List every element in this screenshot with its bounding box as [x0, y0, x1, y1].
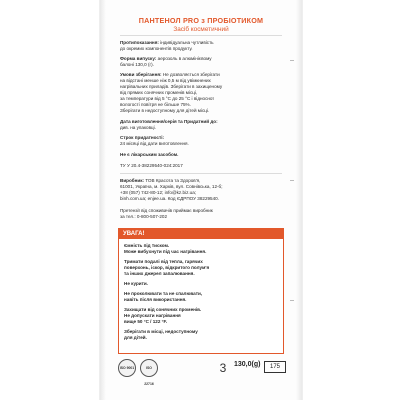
- shelf-life-section: [120, 135, 286, 147]
- net-volume: 130,0(g): [234, 361, 261, 368]
- warning-item: [124, 281, 280, 287]
- warning-body: [124, 243, 280, 345]
- release-form-line-1: аерозоль в алюмінієвому: [157, 56, 212, 61]
- warning-line: Не курити.: [124, 281, 148, 286]
- storage-section: [120, 72, 286, 114]
- warning-box: [118, 228, 284, 354]
- batch-label: Дата виготовлення/серія та Придатний до:: [120, 119, 218, 124]
- warning-line: Зберігати в місці, недоступному: [124, 329, 198, 334]
- manufacturer-line-2: 61001, Україна, м. Харків, вул. Совнівська, 12-б;: [120, 184, 223, 189]
- tu-code: [120, 163, 286, 169]
- warning-line: поверхонь, іскор, відкритого полум'я: [124, 265, 210, 270]
- release-form-section: [120, 56, 286, 68]
- claims-line-2: за тел.: 0-800-507-202: [120, 214, 168, 219]
- product-title: ПАНТЕНОЛ PRO з ПРОБІОТИКОМ: [138, 16, 264, 25]
- warning-line: Ємність під тиском.: [124, 243, 170, 248]
- storage-label: Умови зберігання:: [120, 72, 162, 77]
- manufacturer-divider: [120, 173, 282, 174]
- bottom-strip: [118, 357, 288, 387]
- manufacturer-section: [120, 178, 286, 202]
- manufacturer-line-1: ТОВ Красота та Здоров'я,: [145, 178, 201, 183]
- storage-line-2: на відстані менше ніж 0,5 м від увімкнених: [120, 78, 211, 83]
- iso-9001-badge-icon: ISO 9001: [118, 359, 136, 377]
- claims-section: [120, 208, 286, 220]
- label-edge-shade-left: [100, 0, 106, 400]
- claims-line-1: Претензії від споживачів приймає виробник: [120, 208, 213, 213]
- recycle-code-icon: 3: [219, 361, 227, 375]
- warning-line: Не проколювати та не спалювати,: [124, 291, 203, 296]
- iso-22716-badge-icon: ISO 22716: [140, 359, 158, 377]
- warning-line: Не допускати нагрівання: [124, 313, 181, 318]
- storage-line-1: Не дозволяється зберігати: [162, 72, 220, 77]
- release-form-label: Форма випуску:: [120, 56, 157, 61]
- contraindications-label: Протипоказання:: [120, 40, 159, 45]
- manufacturer-line-3: +38 (057) 742-80-12; info@kz.biz.ua;: [120, 190, 197, 195]
- not-medicine-text: Не є лікарським засобом.: [120, 152, 179, 157]
- warning-line: для дітей.: [124, 335, 147, 340]
- warning-item: [124, 307, 280, 325]
- shelf-life-line-1: 24 місяці від дати виготовлення.: [120, 141, 189, 146]
- warning-item: [124, 291, 280, 303]
- storage-line-7: Зберігати в недоступному для дітей місці.: [120, 108, 210, 113]
- warning-line: вище 50 °С / 122 °F.: [124, 319, 168, 324]
- warning-line: навіть після використання.: [124, 297, 187, 302]
- warning-line: Тримати подалі від тепла, гарячих: [124, 259, 203, 264]
- warning-item: [124, 329, 280, 341]
- contraindications-section: [120, 40, 286, 52]
- manufacturer-line-4: binh.com.ua; enjee.ua. Код ЄДРПОУ 38229540.: [120, 196, 220, 201]
- not-medicine-note: [120, 152, 286, 158]
- warning-line: та інших джерел запалювання.: [124, 271, 195, 276]
- label-edge-shade-right: [296, 0, 302, 400]
- warning-line: Може вибухнути під час нагрівання.: [124, 249, 207, 254]
- storage-line-5: за температури від 5 °С до 25 °С і відносної: [120, 96, 214, 101]
- tu-code-text: ТУ У 20.4-38229540-024:2017: [120, 163, 183, 168]
- edge-tick: [290, 300, 294, 301]
- batch-line-1: див. на упаковці.: [120, 125, 156, 130]
- storage-line-6: вологості повітря не більше 75%.: [120, 102, 191, 107]
- quantity-box: 175: [264, 361, 286, 373]
- product-subtitle: Засіб косметичний: [173, 26, 229, 33]
- edge-tick: [290, 60, 294, 61]
- storage-line-4: від прямих сонячних променів місці,: [120, 90, 198, 95]
- product-label: [100, 0, 302, 400]
- warning-line: Захищати від сонячних променів.: [124, 307, 202, 312]
- contraindications-line-1: індивідуальна чутливість: [160, 40, 214, 45]
- shelf-life-label: Строк придатності:: [120, 135, 165, 140]
- warning-header: УВАГА!: [119, 229, 283, 239]
- edge-tick: [290, 180, 294, 181]
- contraindications-line-2: до окремих компонентів продукту.: [120, 46, 193, 51]
- warning-item: [124, 243, 280, 255]
- warning-item: [124, 259, 280, 277]
- release-form-line-2: балоні 130,0 (г).: [120, 62, 154, 67]
- header-divider: [120, 35, 282, 36]
- batch-section: [120, 119, 286, 131]
- storage-line-3: нагрівальних приладів. Зберігати в захищеному: [120, 84, 223, 89]
- manufacturer-label: Виробник:: [120, 178, 145, 183]
